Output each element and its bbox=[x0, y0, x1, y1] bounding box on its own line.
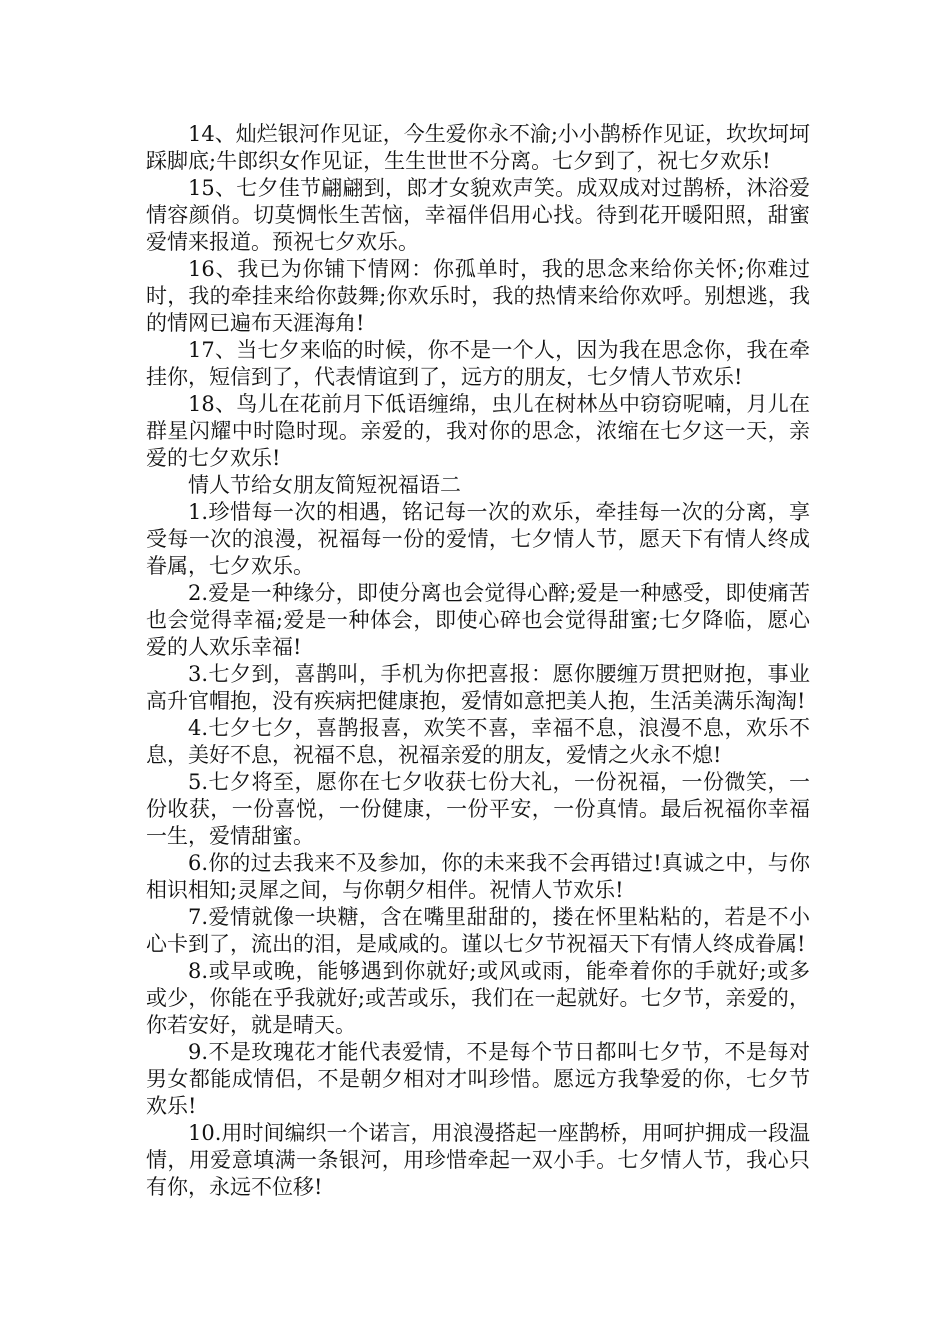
paragraph-18: 18、鸟儿在花前月下低语缠绵，虫儿在树林丛中窃窃呢喃，月儿在群星闪耀中时隐时现。亲爱的，我对你的思念，浓缩在七夕这一天，亲爱的七夕欢乐! bbox=[146, 392, 810, 470]
paragraph-16: 16、我已为你铺下情网：你孤单时，我的思念来给你关怀;你难过时，我的牵挂来给你鼓舞;你欢乐时，我的热情来给你欢呼。别想逃，我的情网已遍布天涯海角! bbox=[146, 257, 810, 335]
item-7: 7.爱情就像一块糖，含在嘴里甜甜的，搂在怀里粘粘的，若是不小心卡到了，流出的泪，是咸咸的。谨以七夕节祝福天下有情人终成眷属! bbox=[146, 905, 810, 956]
item-3: 3.七夕到，喜鹊叫，手机为你把喜报：愿你腰缠万贯把财抱，事业高升官帽抱，没有疾病把健康抱，爱情如意把美人抱，生活美满乐淘淘! bbox=[146, 662, 810, 713]
item-4: 4.七夕七夕，喜鹊报喜，欢笑不喜，幸福不息，浪漫不息，欢乐不息，美好不息，祝福不息，祝福亲爱的朋友，爱情之火永不熄! bbox=[146, 716, 810, 767]
paragraph-17: 17、当七夕来临的时候，你不是一个人，因为我在思念你，我在牵挂你，短信到了，代表情谊到了，远方的朋友，七夕情人节欢乐! bbox=[146, 338, 810, 389]
item-2: 2.爱是一种缘分，即使分离也会觉得心醉;爱是一种感受，即使痛苦也会觉得幸福;爱是一种体会，即使心碎也会觉得甜蜜;七夕降临，愿心爱的人欢乐幸福! bbox=[146, 581, 810, 659]
item-1: 1.珍惜每一次的相遇，铭记每一次的欢乐，牵挂每一次的分离，享受每一次的浪漫，祝福每一份的爱情，七夕情人节，愿天下有情人终成眷属，七夕欢乐。 bbox=[146, 500, 810, 578]
item-6: 6.你的过去我来不及参加，你的未来我不会再错过!真诚之中，与你相识相知;灵犀之间，与你朝夕相伴。祝情人节欢乐! bbox=[146, 851, 810, 902]
paragraph-14: 14、灿烂银河作见证，今生爱你永不渝;小小鹊桥作见证，坎坎坷坷踩脚底;牛郎织女作见证，生生世世不分离。七夕到了，祝七夕欢乐! bbox=[146, 122, 810, 173]
item-5: 5.七夕将至，愿你在七夕收获七份大礼，一份祝福，一份微笑，一份收获，一份喜悦，一份健康，一份平安，一份真情。最后祝福你幸福一生，爱情甜蜜。 bbox=[146, 770, 810, 848]
paragraph-15: 15、七夕佳节翩翩到，郎才女貌欢声笑。成双成对过鹊桥，沐浴爱情容颜俏。切莫惆怅生苦恼，幸福伴侣用心找。待到花开暖阳照，甜蜜爱情来报道。预祝七夕欢乐。 bbox=[146, 176, 810, 254]
document-page bbox=[146, 121, 810, 1201]
item-10: 10.用时间编织一个诺言，用浪漫搭起一座鹊桥，用呵护拥成一段温情，用爱意填满一条银河，用珍惜牵起一双小手。七夕情人节，我心只有你，永远不位移! bbox=[146, 1121, 810, 1199]
item-9: 9.不是玫瑰花才能代表爱情，不是每个节日都叫七夕节，不是每对男女都能成情侣，不是朝夕相对才叫珍惜。愿远方我挚爱的你，七夕节欢乐! bbox=[146, 1040, 810, 1118]
section-title: 情人节给女朋友简短祝福语二 bbox=[188, 473, 461, 497]
item-8: 8.或早或晚，能够遇到你就好;或风或雨，能牵着你的手就好;或多或少，你能在乎我就好;或苦或乐，我们在一起就好。七夕节，亲爱的，你若安好，就是晴天。 bbox=[146, 959, 810, 1037]
